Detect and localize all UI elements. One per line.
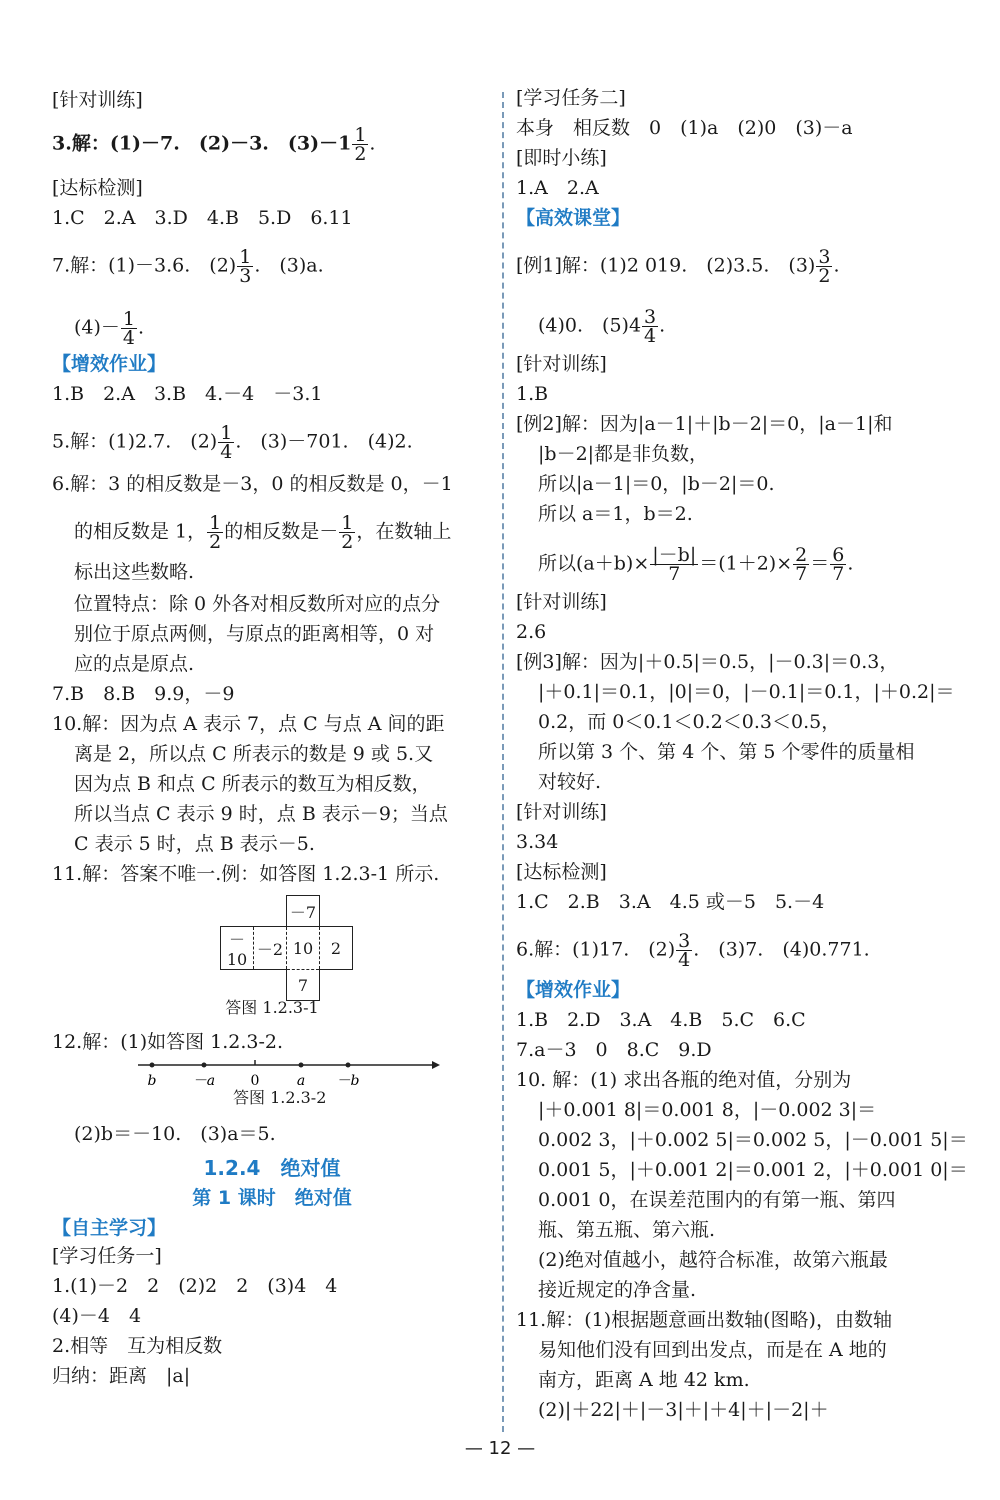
- cell: －2: [254, 927, 287, 970]
- cell: －10: [221, 927, 254, 970]
- answer-line: (2)|＋22|＋|－3|＋|＋4|＋|－2|＋: [538, 1399, 829, 1421]
- axis-label: －b: [336, 1073, 360, 1089]
- axis-label: －a: [192, 1073, 216, 1089]
- answer-line: 本身 相反数 0 (1)a (2)0 (3)－a: [516, 117, 853, 139]
- column-divider: [502, 92, 504, 1432]
- cell: 10: [287, 927, 320, 970]
- answer-line: 1.C 2.B 3.A 4.5 或－5 5.－4: [516, 891, 825, 913]
- section-subtitle: 第 1 课时 绝对值: [192, 1187, 352, 1209]
- heading-extra-homework: 【增效作业】: [52, 353, 167, 375]
- answer-line: (4)－4 4: [52, 1305, 142, 1327]
- answer-line: (2)b＝－10. (3)a＝5.: [74, 1123, 276, 1145]
- answer-line: 1.A 2.A: [516, 177, 599, 199]
- answer-line: 所以 a＝1，b＝2.: [538, 503, 693, 525]
- answer-line: 3.解：(1)－7. (2)－3. (3)－1 $\frac{1}{2}$ .: [52, 124, 376, 165]
- figure-caption: 答图 1.2.3-2: [233, 1088, 327, 1107]
- answer-line: 所以(a＋b)× $\frac{|-b|}{7}$ ＝(1＋2)× $\frac{2}{7}$ ＝ $\frac{6}{7}$ .: [538, 544, 854, 585]
- cell-bottom: 7: [287, 970, 320, 1001]
- heading-extra-homework: 【增效作业】: [516, 979, 631, 1001]
- answer-line: 1.B 2.D 3.A 4.B 5.C 6.C: [516, 1009, 806, 1031]
- fraction: $\frac{3}{2}$: [818, 246, 831, 287]
- answer-line: 3.34: [516, 831, 559, 853]
- answer-line: C 表示 5 时，点 B 表示－5.: [74, 833, 315, 855]
- answer-line: 接近规定的净含量.: [538, 1279, 697, 1301]
- fraction: $\frac{1}{3}$: [239, 246, 252, 287]
- answer-line: 的相反数是 1， $\frac{1}{2}$ 的相反数是－ $\frac{1}{2}$ ，在数轴上: [74, 512, 452, 553]
- answer-line: [例3]解：因为|＋0.5|＝0.5，|－0.3|＝0.3，: [516, 651, 899, 673]
- answer-line: 离是 2，所以点 C 所表示的数是 9 或 5.又: [74, 743, 434, 765]
- answer-line: (4)0. (5)4 $\frac{3}{4}$ .: [538, 306, 666, 347]
- answer-line: (2)绝对值越小，越符合标准，故第六瓶最: [538, 1249, 888, 1271]
- heading-standard-test: [达标检测]: [516, 861, 607, 883]
- answer-line: 1.B: [516, 383, 549, 405]
- answer-line: 标出这些数略.: [74, 561, 195, 583]
- answer-line: (4)－ $\frac{1}{4}$ .: [74, 308, 145, 349]
- answer-line: 2.相等 互为相反数: [52, 1335, 223, 1357]
- heading-standard-test: [达标检测]: [52, 177, 143, 199]
- answer-line: 0.001 0，在误差范围内的有第一瓶、第四: [538, 1189, 896, 1211]
- fraction: $\frac{|-b|}{7}$: [652, 544, 697, 585]
- answer-line: [例2]解：因为|a－1|＋|b－2|＝0，|a－1|和: [516, 413, 893, 435]
- heading-targeted-training: [针对训练]: [516, 591, 607, 613]
- point-neg-b: [346, 1063, 351, 1068]
- answer-line: 别位于原点两侧，与原点的距离相等，0 对: [74, 623, 435, 645]
- fraction: $\frac{1}{4}$: [122, 308, 136, 349]
- answer-line: 2.6: [516, 621, 547, 643]
- answer-line: 7.B 8.B 9.9，－9: [52, 683, 235, 705]
- answer-line: 1.B 2.A 3.B 4.－4 －3.1: [52, 383, 323, 405]
- answer-line: 1.C 2.A 3.D 4.B 5.D 6.11: [52, 207, 353, 229]
- answer-line: 位置特点：除 0 外各对相反数所对应的点分: [74, 593, 441, 615]
- answer-line: |＋0.1|＝0.1，|0|＝0，|－0.1|＝0.1，|＋0.2|＝: [538, 681, 955, 703]
- fraction: $\frac{1}{2}$: [354, 124, 367, 165]
- answer-line: 5.解：(1)2.7. (2) $\frac{1}{4}$ . (3)－701. (4)2.: [52, 422, 413, 463]
- answer-line: 所以|a－1|＝0，|b－2|＝0.: [538, 473, 775, 495]
- heading-targeted-training: [针对训练]: [516, 353, 607, 375]
- answer-line: 10.解：因为点 A 表示 7，点 C 与点 A 间的距: [52, 713, 445, 735]
- answer-line: |b－2|都是非负数，: [538, 443, 709, 465]
- answer-line: 因为点 B 和点 C 所表示的数互为相反数，: [74, 773, 431, 795]
- net-diagram: [220, 895, 353, 1001]
- answer-line: 7.a－3 0 8.C 9.D: [516, 1039, 712, 1061]
- heading-task-two: [学习任务二]: [516, 87, 626, 109]
- answer-line: 所以第 3 个、第 4 个、第 5 个零件的质量相: [538, 741, 915, 763]
- answer-line: 南方，距离 A 地 42 km.: [538, 1369, 750, 1391]
- answer-line: 归纳：距离 |a|: [52, 1365, 191, 1387]
- point-neg-a: [202, 1063, 207, 1068]
- answer-line: 11.解：(1)根据题意画出数轴(图略)，由数轴: [516, 1309, 892, 1331]
- fraction: $\frac{2}{7}$: [795, 544, 808, 585]
- fraction: $\frac{3}{4}$: [678, 930, 691, 971]
- axis-label: 0: [250, 1073, 260, 1089]
- arrow-icon: [432, 1061, 440, 1069]
- heading-targeted-training: [针对训练]: [52, 89, 143, 111]
- heading-targeted-training: [针对训练]: [516, 801, 607, 823]
- point-a: [299, 1063, 304, 1068]
- answer-line: 7.解：(1)－3.6. (2) $\frac{1}{3}$ . (3)a.: [52, 246, 324, 287]
- answer-line: 12.解：(1)如答图 1.2.3-2.: [52, 1031, 284, 1053]
- answer-line: 6.解：(1)17. (2) $\frac{3}{4}$ . (3)7. (4)0.771.: [516, 930, 870, 971]
- answer-line: 应的点是原点.: [74, 653, 195, 675]
- point-b: [150, 1063, 155, 1068]
- answer-line: 所以当点 C 表示 9 时，点 B 表示－9；当点: [74, 803, 448, 825]
- heading-quick-practice: [即时小练]: [516, 147, 607, 169]
- answer-line: 0.001 5，|＋0.001 2|＝0.001 2，|＋0.001 0|＝: [538, 1159, 968, 1181]
- heading-efficient-class: 【高效课堂】: [516, 207, 631, 229]
- answer-line: [例1]解：(1)2 019. (2)3.5. (3) $\frac{3}{2}$ .: [516, 246, 840, 287]
- answer-line: 11.解：答案不唯一.例：如答图 1.2.3-1 所示.: [52, 863, 440, 885]
- axis-label: a: [296, 1073, 306, 1089]
- fraction: $\frac{6}{7}$: [832, 544, 845, 585]
- axis-label: b: [147, 1073, 157, 1089]
- figure-caption: 答图 1.2.3-1: [225, 998, 319, 1017]
- cell: 2: [320, 927, 353, 970]
- fraction: $\frac{1}{4}$: [220, 422, 233, 463]
- answer-line: 易知他们没有回到出发点，而是在 A 地的: [538, 1339, 887, 1361]
- answer-line: 10. 解：(1) 求出各瓶的绝对值，分别为: [516, 1069, 852, 1091]
- section-title: 1.2.4 绝对值: [203, 1156, 341, 1180]
- heading-task-one: [学习任务一]: [52, 1245, 162, 1267]
- answer-line: 0.2，而 0＜0.1＜0.2＜0.3＜0.5，: [538, 711, 841, 733]
- answer-line: 瓶、第五瓶、第六瓶.: [538, 1219, 716, 1241]
- fraction: $\frac{1}{2}$: [209, 512, 222, 553]
- answer-line: 对较好.: [538, 771, 602, 793]
- heading-self-study: 【自主学习】: [52, 1217, 167, 1239]
- cell-top: －7: [287, 896, 320, 927]
- fraction: $\frac{1}{2}$: [341, 512, 354, 553]
- answer-line: 1.(1)－2 2 (2)2 2 (3)4 4: [52, 1275, 338, 1297]
- answer-line: 6.解：3 的相反数是－3，0 的相反数是 0，－1: [52, 473, 453, 495]
- fraction: $\frac{3}{4}$: [644, 306, 657, 347]
- page-number: — 12 —: [464, 1438, 536, 1459]
- answer-line: 0.002 3，|＋0.002 5|＝0.002 5，|－0.001 5|＝: [538, 1129, 968, 1151]
- answer-line: |＋0.001 8|＝0.001 8，|－0.002 3|＝: [538, 1099, 877, 1121]
